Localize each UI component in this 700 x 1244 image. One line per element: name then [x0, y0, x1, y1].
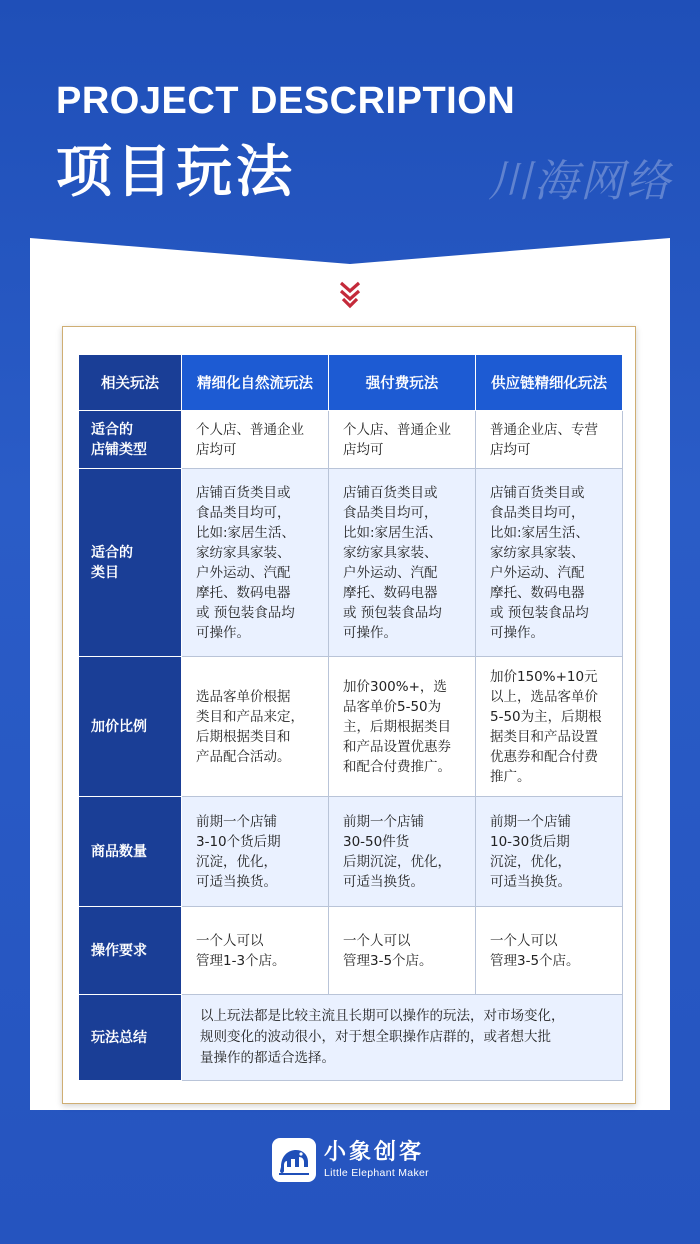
table-cell: 一个人可以 管理1-3个店。: [182, 907, 329, 995]
table-cell: 加价150%+10元 以上，选品客单价 5-50为主，后期根 据类目和产品设置 优惠券和配合付费 推广。: [476, 657, 623, 797]
table-row-category: [79, 469, 623, 657]
title-english: PROJECT DESCRIPTION: [56, 80, 516, 122]
table-row-markup: [79, 657, 623, 797]
comparison-table: [78, 354, 623, 1081]
header-cell-related: 相关玩法: [79, 355, 182, 411]
table-cell: 普通企业店、专营 店均可: [476, 411, 623, 469]
table-cell: 加价300%+，选 品客单价5-50为 主，后期根据类目 和产品设置优惠券 和配合付费推广。: [329, 657, 476, 797]
chevron-down-icon: [338, 280, 362, 310]
table-row-quantity: [79, 797, 623, 907]
elephant-icon: [272, 1138, 316, 1182]
row-label: 适合的 店铺类型: [79, 411, 182, 469]
table-cell: 一个人可以 管理3-5个店。: [329, 907, 476, 995]
row-label: 加价比例: [79, 657, 182, 797]
brand-name-cn: 小象创客: [324, 1140, 425, 1165]
table-cell: 店铺百货类目或 食品类目均可， 比如:家居生活、 家纺家具家装、 户外运动、汽配 摩托、数码电器 或 预包装食品均 可操作。: [329, 469, 476, 657]
row-label: 商品数量: [79, 797, 182, 907]
header-cell-natural-flow: 精细化自然流玩法: [182, 355, 329, 411]
header-cell-supply-chain: 供应链精细化玩法: [476, 355, 623, 411]
row-label: 适合的 类目: [79, 469, 182, 657]
brand-name-en: Little Elephant Maker: [324, 1167, 429, 1179]
table-row-summary: [79, 995, 623, 1081]
title-chinese: 项目玩法: [56, 140, 296, 205]
table-cell: 一个人可以 管理3-5个店。: [476, 907, 623, 995]
brand-footer: [272, 1136, 429, 1184]
row-label: 玩法总结: [79, 995, 182, 1081]
table-cell: 店铺百货类目或 食品类目均可， 比如:家居生活、 家纺家具家装、 户外运动、汽配 摩托、数码电器 或 预包装食品均 可操作。: [476, 469, 623, 657]
header-cell-paid: 强付费玩法: [329, 355, 476, 411]
table-row-requirement: [79, 907, 623, 995]
table-header-row: [79, 355, 623, 411]
row-label: 操作要求: [79, 907, 182, 995]
table-cell: 店铺百货类目或 食品类目均可， 比如:家居生活、 家纺家具家装、 户外运动、汽配 摩托、数码电器 或 预包装食品均 可操作。: [182, 469, 329, 657]
summary-cell: 以上玩法都是比较主流且长期可以操作的玩法，对市场变化， 规则变化的波动很小，对于想全职操作店群的，或者想大批 量操作的都适合选择。: [182, 995, 623, 1081]
table-cell: 前期一个店铺 30-50件货 后期沉淀，优化， 可适当换货。: [329, 797, 476, 907]
table-cell: 个人店、普通企业 店均可: [329, 411, 476, 469]
table-cell: 前期一个店铺 10-30货后期 沉淀，优化， 可适当换货。: [476, 797, 623, 907]
brand-script-watermark: 川海网络: [488, 156, 672, 207]
table-cell: 前期一个店铺 3-10个货后期 沉淀，优化， 可适当换货。: [182, 797, 329, 907]
table-cell: 选品客单价根据 类目和产品来定， 后期根据类目和 产品配合活动。: [182, 657, 329, 797]
table-row-store-type: [79, 411, 623, 469]
table-cell: 个人店、普通企业 店均可: [182, 411, 329, 469]
